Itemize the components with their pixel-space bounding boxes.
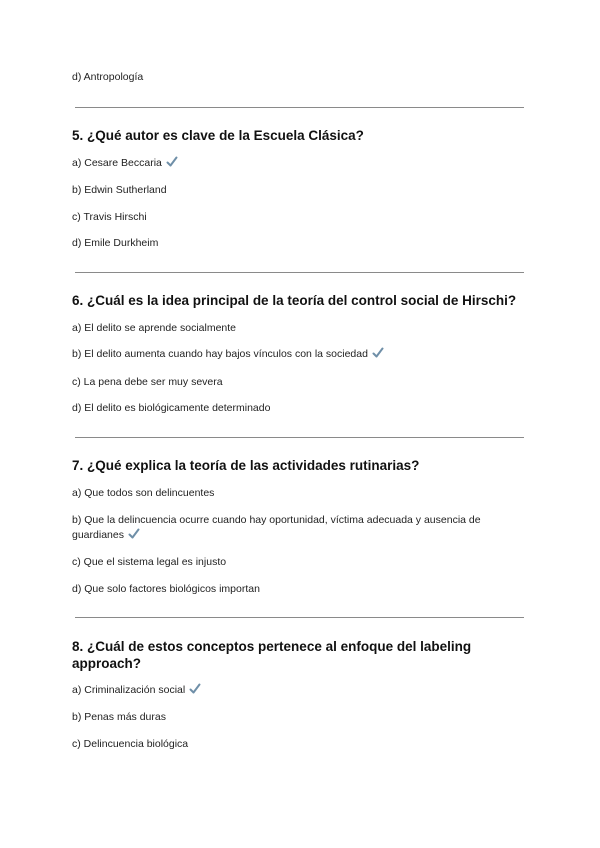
option-label: a) Cesare Beccaria xyxy=(72,157,162,169)
divider xyxy=(75,437,524,438)
divider xyxy=(75,272,524,273)
option-label: a) Criminalización social xyxy=(72,684,186,696)
checkmark-icon xyxy=(372,347,384,359)
question-7-option-b xyxy=(72,513,512,543)
question-8-option-a xyxy=(72,683,201,698)
previous-question-option-d: d) Antropología xyxy=(72,71,144,83)
question-6-title: 6. ¿Cuál es la idea principal de la teoría del control social de Hirschi? xyxy=(72,293,517,308)
divider xyxy=(75,617,524,618)
question-5-option-b: b) Edwin Sutherland xyxy=(72,184,167,196)
option-label: b) Que la delincuencia ocurre cuando hay oportunidad, víctima adecuada y ausencia de guardianes xyxy=(72,514,481,541)
question-5-option-d: d) Emile Durkheim xyxy=(72,237,159,249)
checkmark-icon xyxy=(128,528,140,540)
question-6-option-b xyxy=(72,347,384,362)
question-5-title: 5. ¿Qué autor es clave de la Escuela Clásica? xyxy=(72,128,364,143)
option-label: b) El delito aumenta cuando hay bajos vínculos con la sociedad xyxy=(72,348,368,360)
question-6-option-c: c) La pena debe ser muy severa xyxy=(72,376,223,388)
question-7-option-c: c) Que el sistema legal es injusto xyxy=(72,556,227,568)
question-6-option-d: d) El delito es biológicamente determinado xyxy=(72,402,271,414)
question-5-option-c: c) Travis Hirschi xyxy=(72,211,147,223)
question-6-option-a: a) El delito se aprende socialmente xyxy=(72,322,237,334)
question-7-title: 7. ¿Qué explica la teoría de las actividades rutinarias? xyxy=(72,458,420,473)
question-5-option-a xyxy=(72,156,178,171)
question-7-option-d: d) Que solo factores biológicos importan xyxy=(72,583,260,595)
question-7-option-a: a) Que todos son delincuentes xyxy=(72,487,215,499)
checkmark-icon xyxy=(166,156,178,168)
checkmark-icon xyxy=(189,683,201,695)
divider xyxy=(75,107,524,108)
question-8-title: 8. ¿Cuál de estos conceptos pertenece al enfoque del labeling approach? xyxy=(72,639,472,671)
question-8-option-c: c) Delincuencia biológica xyxy=(72,738,189,750)
question-8-option-b: b) Penas más duras xyxy=(72,711,166,723)
